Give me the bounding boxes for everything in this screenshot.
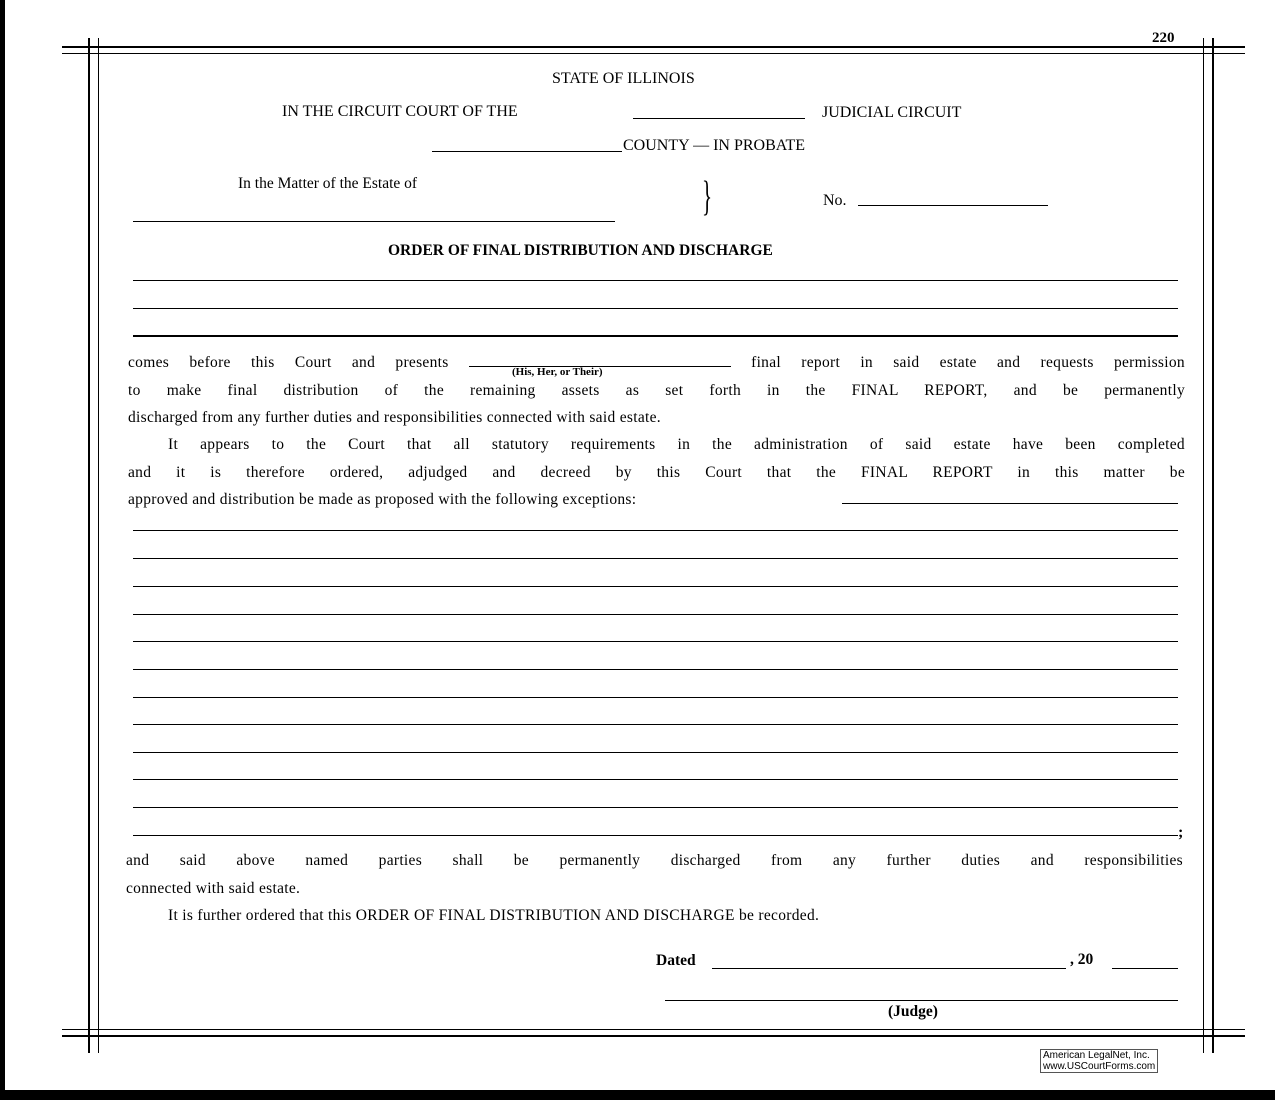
paragraph-1-line-2: to make final distribution of the remaining assets as set forth in the FINAL REPORT, and be permanently	[128, 381, 1185, 399]
border-right-outer	[1212, 38, 1214, 1053]
exceptions-field[interactable]	[842, 503, 1178, 504]
exceptions-line[interactable]	[133, 697, 1178, 698]
border-left-inner	[98, 38, 99, 1053]
text: final report in said estate and requests permission	[751, 354, 1185, 371]
petitioner-line[interactable]	[133, 280, 1178, 281]
state-heading: STATE OF ILLINOIS	[552, 70, 695, 87]
year-field[interactable]	[1112, 968, 1178, 969]
paragraph-2-line-1: It appears to the Court that all statutory requirements in the administration of said estate have been completed	[168, 436, 1185, 453]
estate-name-field[interactable]	[133, 221, 615, 222]
court-prefix: IN THE CIRCUIT COURT OF THE	[282, 103, 518, 120]
exceptions-line[interactable]	[133, 669, 1178, 670]
court-suffix: JUDICIAL CIRCUIT	[822, 104, 962, 121]
exceptions-line[interactable]	[133, 530, 1178, 531]
county-label: COUNTY — IN PROBATE	[623, 137, 806, 154]
exceptions-line[interactable]	[133, 724, 1178, 725]
matter-label: In the Matter of the Estate of	[238, 175, 418, 192]
exceptions-line[interactable]	[133, 835, 1178, 836]
exceptions-line[interactable]	[133, 558, 1178, 559]
paragraph-4: It is further ordered that this ORDER OF FINAL DISTRIBUTION AND DISCHARGE be recorded.	[168, 907, 820, 924]
petitioner-line[interactable]	[133, 308, 1178, 309]
paragraph-2	[128, 431, 1185, 514]
exceptions-line[interactable]	[133, 586, 1178, 587]
border-bottom-inner	[62, 1029, 1245, 1030]
paragraph-1-line-1	[128, 349, 1185, 377]
case-no-field[interactable]	[858, 205, 1048, 206]
paragraph-2-line-2: and it is therefore ordered, adjudged and decreed by this Court that the FINAL REPORT in this matter be	[128, 463, 1185, 481]
exceptions-line[interactable]	[133, 807, 1178, 808]
paragraph-1	[128, 349, 1185, 432]
dated-label: Dated	[656, 952, 696, 969]
page-number: 220	[1152, 30, 1175, 46]
petitioner-line[interactable]	[133, 335, 1178, 337]
paragraph-2-line-3	[128, 486, 1185, 514]
publisher-name: American LegalNet, Inc.	[1043, 1050, 1150, 1061]
exceptions-line[interactable]	[133, 614, 1178, 615]
year-prefix: , 20	[1070, 951, 1094, 968]
scan-edge-bottom	[0, 1090, 1275, 1100]
border-left-outer	[88, 38, 90, 1053]
publisher-stamp	[1040, 1049, 1158, 1073]
brace: }	[702, 174, 713, 220]
judge-label: (Judge)	[888, 1003, 938, 1020]
date-field[interactable]	[712, 968, 1066, 969]
circuit-field[interactable]	[633, 118, 805, 119]
publisher-url: www.USCourtForms.com	[1043, 1061, 1156, 1072]
document-title: ORDER OF FINAL DISTRIBUTION AND DISCHARGE	[388, 242, 773, 259]
pronoun-hint: (His, Her, or Their)	[512, 366, 603, 378]
paragraph-1-line-3: discharged from any further duties and responsibilities connected with said estate.	[128, 409, 661, 426]
case-no-label: No.	[823, 192, 847, 209]
border-right-inner	[1203, 38, 1204, 1053]
border-top-inner	[62, 53, 1245, 54]
paragraph-3-line-1: and said above named parties shall be permanently discharged from any further duties and responsibilities	[126, 852, 1183, 869]
county-field[interactable]	[432, 151, 622, 152]
text: comes before this Court and presents	[128, 354, 449, 371]
exceptions-line[interactable]	[133, 641, 1178, 642]
paragraph-3-line-2: connected with said estate.	[126, 879, 301, 897]
semicolon: ;	[1178, 824, 1184, 841]
border-bottom-outer	[62, 1035, 1245, 1037]
scan-edge-left	[0, 0, 5, 1100]
paragraph-3	[126, 847, 1183, 902]
pronoun-field[interactable]	[469, 352, 731, 367]
text: approved and distribution be made as proposed with the following exceptions:	[128, 491, 637, 508]
judge-signature-field[interactable]	[665, 1000, 1178, 1001]
exceptions-line[interactable]	[133, 752, 1178, 753]
exceptions-line[interactable]	[133, 779, 1178, 780]
border-top-outer	[62, 46, 1245, 48]
